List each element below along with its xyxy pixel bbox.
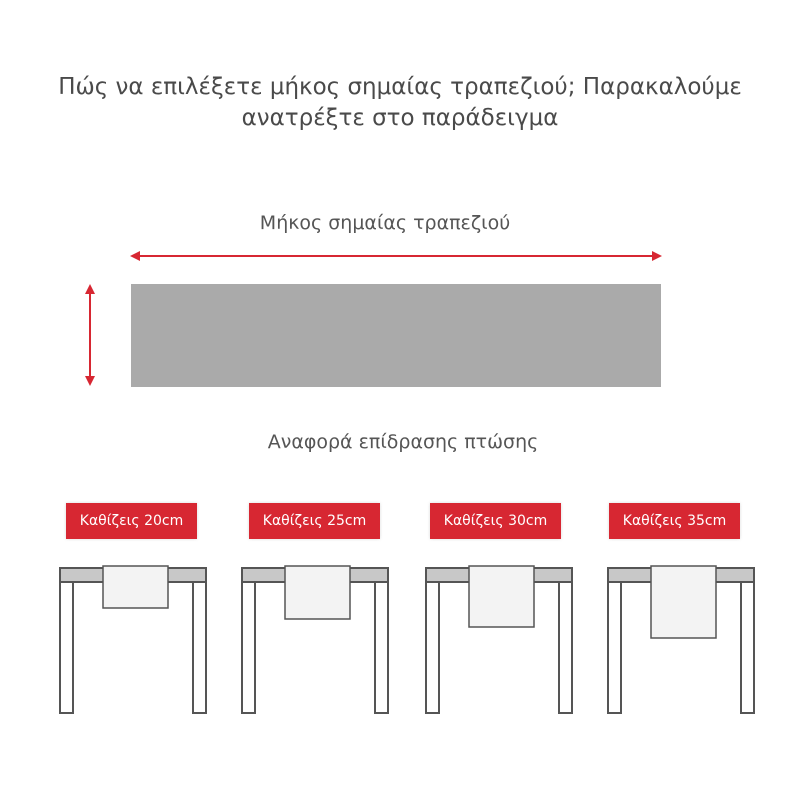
runner-drop-25 bbox=[285, 566, 350, 619]
heading-line-1: Πώς να επιλέξετε μήκος σημαίας τραπεζιού; Παρακαλούμε bbox=[58, 74, 742, 100]
table-example-30 bbox=[422, 560, 582, 720]
table-example-35 bbox=[604, 560, 764, 720]
drop-badge-35: Καθίζεις 35cm bbox=[609, 503, 740, 539]
table-runner bbox=[131, 284, 661, 387]
length-arrow bbox=[128, 248, 664, 264]
table-example-25 bbox=[238, 560, 398, 720]
drop-badge-20: Καθίζεις 20cm bbox=[66, 503, 197, 539]
drop-badge-25: Καθίζεις 25cm bbox=[249, 503, 380, 539]
length-label: Μήκος σημαίας τραπεζιού bbox=[259, 212, 511, 234]
table-example-20 bbox=[56, 560, 216, 720]
runner-drop-35 bbox=[651, 566, 716, 638]
drop-badge-30: Καθίζεις 30cm bbox=[430, 503, 561, 539]
runner-drop-20 bbox=[103, 566, 168, 608]
drop-effect-label: Αναφορά επίδρασης πτώσης bbox=[267, 431, 539, 453]
width-arrow bbox=[82, 283, 98, 387]
heading-line-2: ανατρέξτε στο παράδειγμα bbox=[241, 105, 559, 131]
page-heading bbox=[0, 72, 800, 134]
runner-drop-30 bbox=[469, 566, 534, 627]
